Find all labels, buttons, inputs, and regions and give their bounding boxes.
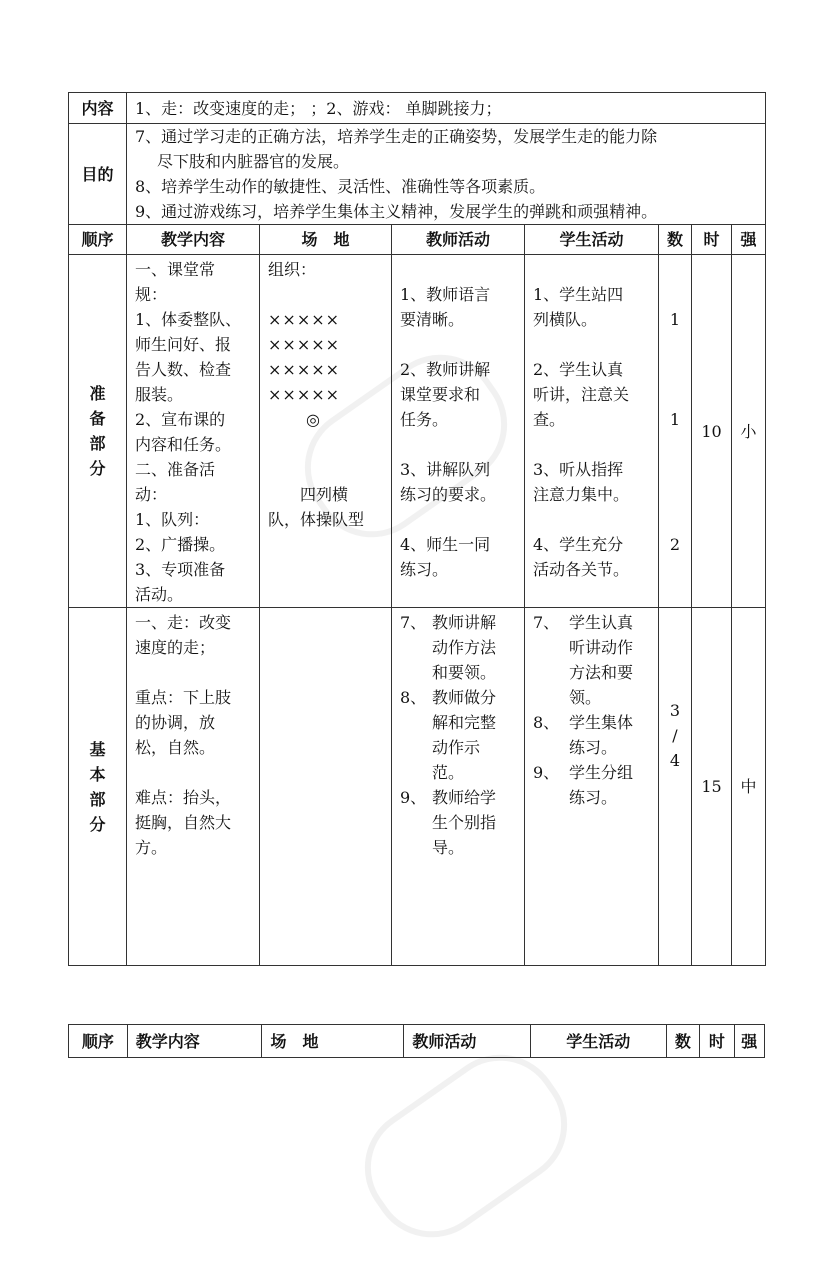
prep-content-line: 告人数、检查 [135,360,232,379]
formation-row: ××××× [268,385,341,404]
formation-row: ××××× [268,310,341,329]
basic-section-row [69,608,766,966]
student-line: 方法和要 [569,663,634,682]
prep-label-char: 准 [89,384,106,403]
prep-counts [659,255,692,608]
header-time: 时 [692,225,732,255]
item-number: 7、 [533,613,560,632]
formation-row: ××××× [268,360,341,379]
purpose-line: 9、通过游戏练习，培养学生集体主义精神，发展学生的弹跳和顽强精神。 [135,202,658,221]
teacher-line: 1、教师语言 [400,285,491,304]
student-line: 学生集体 [569,713,634,732]
basic-intensity: 中 [732,608,766,966]
teacher-line: 教师给学 [432,788,497,807]
basic-venue [260,608,392,966]
formation-row: ××××× [268,335,341,354]
student-line: 1、学生站四 [533,285,624,304]
prep-content-line: 一、课堂常 [135,260,216,279]
count-value: 2 [669,535,681,554]
item-number: 8、 [400,688,427,707]
prep-time: 10 [692,255,732,608]
teacher-line: 练习的要求。 [400,485,497,504]
prep-content-line: 二、准备活 [135,460,216,479]
teacher-line: 2、教师讲解 [400,360,491,379]
venue-note-line: 四列横 [268,485,349,504]
formation-diagram [268,307,387,407]
student-line: 3、听从指挥 [533,460,624,479]
prep-label-char: 分 [89,459,106,478]
prep-label-char: 部 [89,434,106,453]
item-number: 9、 [400,788,427,807]
footer-header-teacher: 教师活动 [404,1025,531,1058]
teacher-line: 要清晰。 [400,310,465,329]
footer-header-table [68,1024,765,1058]
prep-content-line: 2、宣布课的 [135,410,226,429]
content-row [69,93,766,124]
prep-content-line: 动： [135,485,168,504]
header-student: 学生活动 [525,225,659,255]
basic-label-char: 分 [89,814,106,834]
basic-count [659,608,692,966]
student-line: 听讲动作 [569,638,634,657]
basic-teacher-item [400,685,520,785]
teacher-line: 课堂要求和 [400,385,481,404]
item-number: 8、 [533,713,560,732]
student-line: 注意力集中。 [533,485,630,504]
item-number: 7、 [400,613,427,632]
footer-header-time: 时 [700,1025,734,1058]
basic-section-label [69,608,127,966]
student-line: 2、学生认真 [533,360,624,379]
lesson-plan-table [68,92,766,966]
purpose-line: 7、通过学习走的正确方法，培养学生走的正确姿势，发展学生走的能力除 [135,127,658,146]
teacher-line: 导。 [432,838,465,857]
purpose-label: 目的 [69,124,127,225]
prep-content-line: 1、队列： [135,510,210,529]
teacher-line: 3、讲解队列 [400,460,491,479]
difficulty-line: 挺胸，自然大 [135,813,232,832]
count-value: 1 [669,410,681,429]
item-number: 9、 [533,763,560,782]
key-point-line: 重点：下上肢 [135,688,232,707]
difficulty-line: 方。 [135,838,168,857]
key-point-line: 的协调，放 [135,713,216,732]
prep-content-line: 3、专项准备 [135,560,226,579]
basic-student-item [533,710,654,760]
header-count: 数 [659,225,692,255]
footer-header-content: 教学内容 [127,1025,262,1058]
teacher-line: 任务。 [400,410,449,429]
prep-content [127,255,260,608]
prep-intensity: 小 [732,255,766,608]
key-point-line: 松，自然。 [135,738,216,757]
teacher-line: 生个别指 [432,813,497,832]
content-text: 1、走：改变速度的走； ；2、游戏： 单脚跳接力； [127,93,766,124]
prep-venue [260,255,392,608]
teacher-line: 教师讲解 [432,613,497,632]
teacher-line: 解和完整 [432,713,497,732]
student-line: 学生认真 [569,613,634,632]
student-line: 听讲，注意关 [533,385,630,404]
student-line: 4、学生充分 [533,535,624,554]
teacher-line: 和要领。 [432,663,497,682]
footer-header-student: 学生活动 [530,1025,666,1058]
prep-teacher [392,255,525,608]
watermark-stamp [341,1031,590,1261]
prep-content-line: 活动。 [135,585,184,604]
prep-content-line: 1、体委整队、 [135,310,242,329]
prep-content-line: 师生问好、报 [135,335,232,354]
teacher-line: 动作方法 [432,638,497,657]
prep-section-row [69,255,766,608]
footer-header-count: 数 [666,1025,699,1058]
prep-content-line: 内容和任务。 [135,435,232,454]
basic-teacher-item [400,610,520,685]
header-intensity: 强 [732,225,766,255]
student-line: 领。 [569,688,602,707]
count-value: / [672,726,678,745]
footer-header-order: 顺序 [69,1025,128,1058]
prep-student [525,255,659,608]
basic-student-item [533,610,654,710]
purpose-row [69,124,766,225]
student-line: 练习。 [569,788,618,807]
prep-section-label [69,255,127,608]
purpose-line: 8、培养学生动作的敏捷性、灵活性、准确性等各项素质。 [135,177,546,196]
header-order: 顺序 [69,225,127,255]
teacher-line: 教师做分 [432,688,497,707]
teacher-line: 练习。 [400,560,449,579]
basic-time: 15 [692,608,732,966]
student-line: 练习。 [569,738,618,757]
teacher-position-icon: ◎ [306,410,320,429]
prep-content-line: 2、广播操。 [135,535,226,554]
footer-header-intensity: 强 [734,1025,764,1058]
header-venue: 场 地 [260,225,392,255]
header-teacher: 教师活动 [392,225,525,255]
student-line: 学生分组 [569,763,634,782]
teacher-line: 动作示 [432,738,481,757]
purpose-line: 尽下肢和内脏器官的发展。 [157,152,350,171]
basic-label-char: 本 [89,764,106,784]
venue-note-line: 队，体操队型 [268,510,365,529]
footer-header-row [69,1025,765,1058]
content-label: 内容 [69,93,127,124]
teacher-line: 4、师生一同 [400,535,491,554]
teacher-line: 范。 [432,763,465,782]
student-line: 查。 [533,410,566,429]
basic-student [525,608,659,966]
basic-teacher-item [400,785,520,860]
count-value: 3 [669,701,681,720]
count-value: 1 [669,310,681,329]
basic-student-item [533,760,654,810]
count-value: 4 [669,751,681,770]
footer-header-venue: 场 地 [262,1025,404,1058]
basic-content-line: 速度的走； [135,638,216,657]
header-content: 教学内容 [127,225,260,255]
difficulty-line: 难点：抬头， [135,788,232,807]
basic-label-char: 基 [89,739,106,759]
student-line: 列横队。 [533,310,598,329]
basic-label-char: 部 [89,789,106,809]
basic-teacher [392,608,525,966]
venue-title: 组织： [268,260,317,279]
purpose-text [127,124,766,225]
prep-content-line: 规： [135,285,168,304]
column-header-row [69,225,766,255]
student-line: 活动各关节。 [533,560,630,579]
prep-label-char: 备 [89,409,106,428]
basic-content-line: 一、走：改变 [135,613,232,632]
prep-content-line: 服装。 [135,385,184,404]
basic-content [127,608,260,966]
